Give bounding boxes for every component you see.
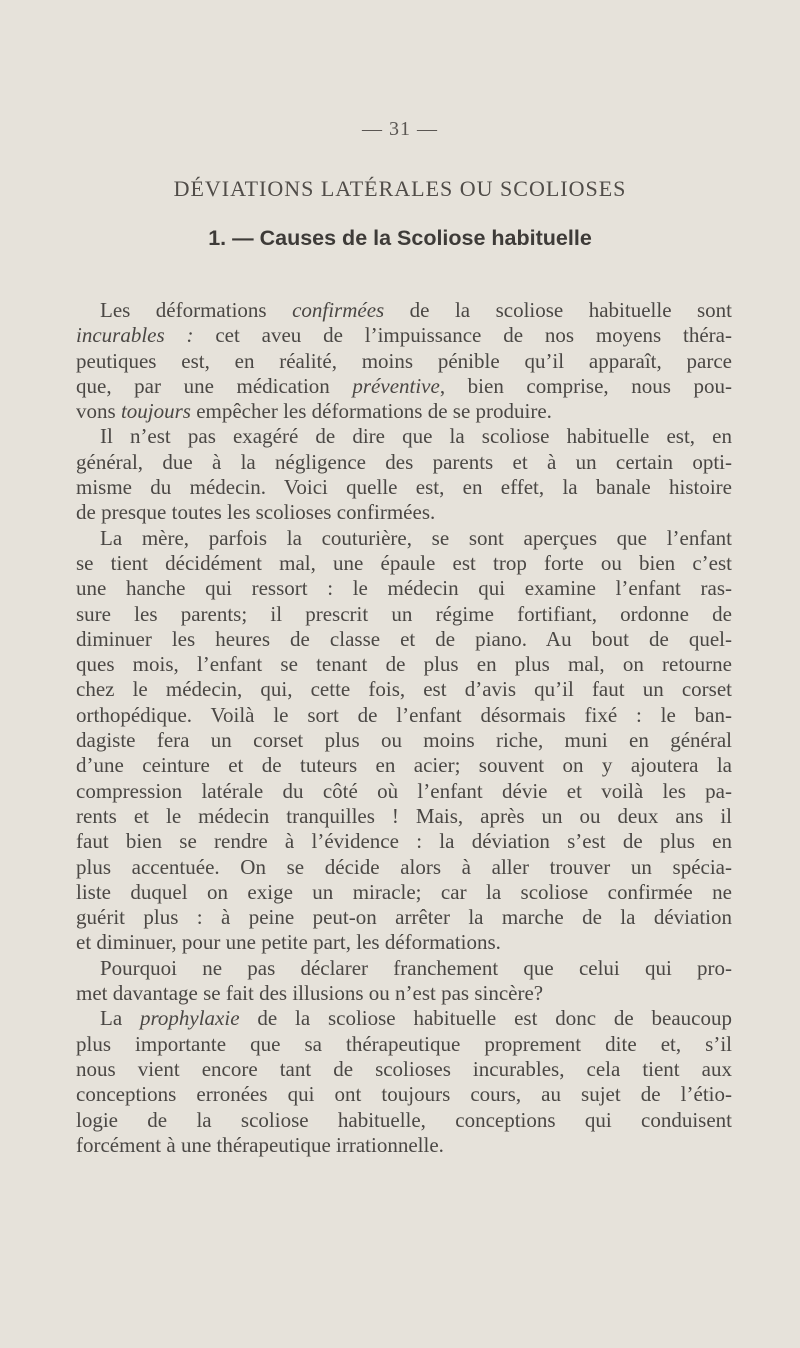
text-segment: compression latérale du côté où l’enfant dévie et voilà les pa-	[76, 778, 732, 803]
italic-text: préventive	[352, 373, 440, 398]
page-number: — 31 —	[362, 118, 438, 140]
text-segment: que, par une médication	[76, 373, 353, 398]
text-line	[76, 298, 732, 323]
text-segment: de la scoliose habituelle est donc de beaucoup	[239, 1006, 732, 1031]
text-line	[76, 753, 732, 778]
text-line	[76, 602, 732, 627]
text-segment: une hanche qui ressort : le médecin qui examine l’enfant ras-	[76, 576, 732, 601]
text-line	[76, 374, 732, 399]
text-line	[76, 1006, 732, 1031]
text-line	[76, 323, 732, 348]
text-line	[76, 905, 732, 930]
text-line	[76, 500, 732, 525]
text-segment: faut bien se rendre à l’évidence : la déviation s’est de plus en	[76, 829, 732, 854]
text-line	[76, 526, 732, 551]
text-line	[76, 424, 732, 449]
text-line	[76, 1032, 732, 1057]
text-segment: liste duquel on exige un miracle; car la scoliose confirmée ne	[76, 879, 732, 904]
section-heading: 1. — Causes de la Scoliose habituelle	[208, 226, 592, 250]
text-line	[76, 349, 732, 374]
text-segment: de la scoliose habituelle sont	[384, 298, 732, 322]
text-line	[76, 855, 732, 880]
text-line	[76, 1082, 732, 1107]
text-line	[76, 779, 732, 804]
text-line	[76, 880, 732, 905]
text-segment: Pourquoi ne pas déclarer franchement que celui qui pro-	[100, 955, 732, 980]
text-segment: forcément à une thérapeutique irrationnelle.	[76, 1132, 444, 1157]
text-segment: plus importante que sa thérapeutique proprement dite et, s’il	[76, 1031, 732, 1056]
text-segment: plus accentuée. On se décide alors à aller trouver un spécia-	[76, 854, 732, 879]
body-text	[76, 298, 732, 1158]
text-line	[76, 450, 732, 475]
chapter-title: DÉVIATIONS LATÉRALES OU SCOLIOSES	[173, 176, 627, 201]
text-segment: diminuer les heures de classe et de piano. Au bout de quel-	[76, 626, 732, 651]
text-segment: conceptions erronées qui ont toujours cours, au sujet de l’étio-	[76, 1082, 732, 1107]
text-segment: misme du médecin. Voici quelle est, en effet, la banale histoire	[76, 475, 732, 500]
text-segment: ques mois, l’enfant se tenant de plus en plus mal, on retourne	[76, 652, 732, 677]
text-segment: peutiques est, en réalité, moins pénible qu’il apparaît, parce	[76, 348, 732, 373]
text-line	[76, 703, 732, 728]
text-segment: chez le médecin, qui, cette fois, est d’avis qu’il faut un corset	[76, 677, 732, 702]
text-segment: rents et le médecin tranquilles ! Mais, après un ou deux ans il	[76, 803, 732, 828]
text-segment: se tient décidément mal, une épaule est trop forte ou bien c’est	[76, 550, 732, 575]
text-segment: cet aveu de l’impuissance de nos moyens théra-	[193, 323, 732, 348]
text-line	[76, 652, 732, 677]
text-segment: met davantage se fait des illusions ou n’est pas sincère?	[76, 981, 544, 1006]
text-line	[76, 728, 732, 753]
text-segment: et diminuer, pour une petite part, les déformations.	[76, 930, 501, 955]
text-segment: vons	[76, 399, 121, 424]
text-line	[76, 576, 732, 601]
italic-text: incurables :	[76, 323, 194, 348]
text-line	[76, 399, 732, 424]
text-line	[76, 627, 732, 652]
text-line	[76, 551, 732, 576]
text-line	[76, 829, 732, 854]
text-line	[76, 930, 732, 955]
text-segment: logie de la scoliose habituelle, conceptions qui conduisent	[76, 1107, 732, 1132]
text-line	[76, 1057, 732, 1082]
text-line	[76, 475, 732, 500]
text-segment: , bien comprise, nous pou-	[439, 373, 732, 398]
text-line	[76, 1133, 732, 1158]
text-segment: de presque toutes les scolioses confirmées.	[76, 500, 436, 525]
text-segment: guérit plus : à peine peut-on arrêter la marche de la déviation	[76, 905, 732, 930]
text-line	[76, 981, 732, 1006]
text-segment: orthopédique. Voilà le sort de l’enfant désormais fixé : le ban-	[76, 702, 732, 727]
text-segment: Les déformations	[100, 298, 293, 322]
text-line	[76, 804, 732, 829]
text-segment: La mère, parfois la couturière, se sont aperçues que l’enfant	[100, 525, 732, 550]
text-segment: d’une ceinture et de tuteurs en acier; souvent on y ajoutera la	[76, 753, 732, 778]
text-segment: général, due à la négligence des parents et à un certain opti-	[76, 449, 732, 474]
italic-text: toujours	[120, 399, 191, 424]
text-line	[76, 677, 732, 702]
text-line	[76, 956, 732, 981]
text-line	[76, 1108, 732, 1133]
text-segment: dagiste fera un corset plus ou moins riche, muni en général	[76, 728, 732, 753]
text-segment: Il n’est pas exagéré de dire que la scoliose habituelle est, en	[100, 424, 732, 449]
italic-text: prophylaxie	[139, 1006, 240, 1031]
text-segment: sure les parents; il prescrit un régime fortifiant, ordonne de	[76, 601, 732, 626]
text-segment: La	[100, 1006, 140, 1031]
text-segment: nous vient encore tant de scolioses incurables, cela tient aux	[76, 1056, 732, 1081]
italic-text: confirmées	[292, 298, 385, 322]
text-segment: empêcher les déformations de se produire.	[190, 399, 552, 424]
